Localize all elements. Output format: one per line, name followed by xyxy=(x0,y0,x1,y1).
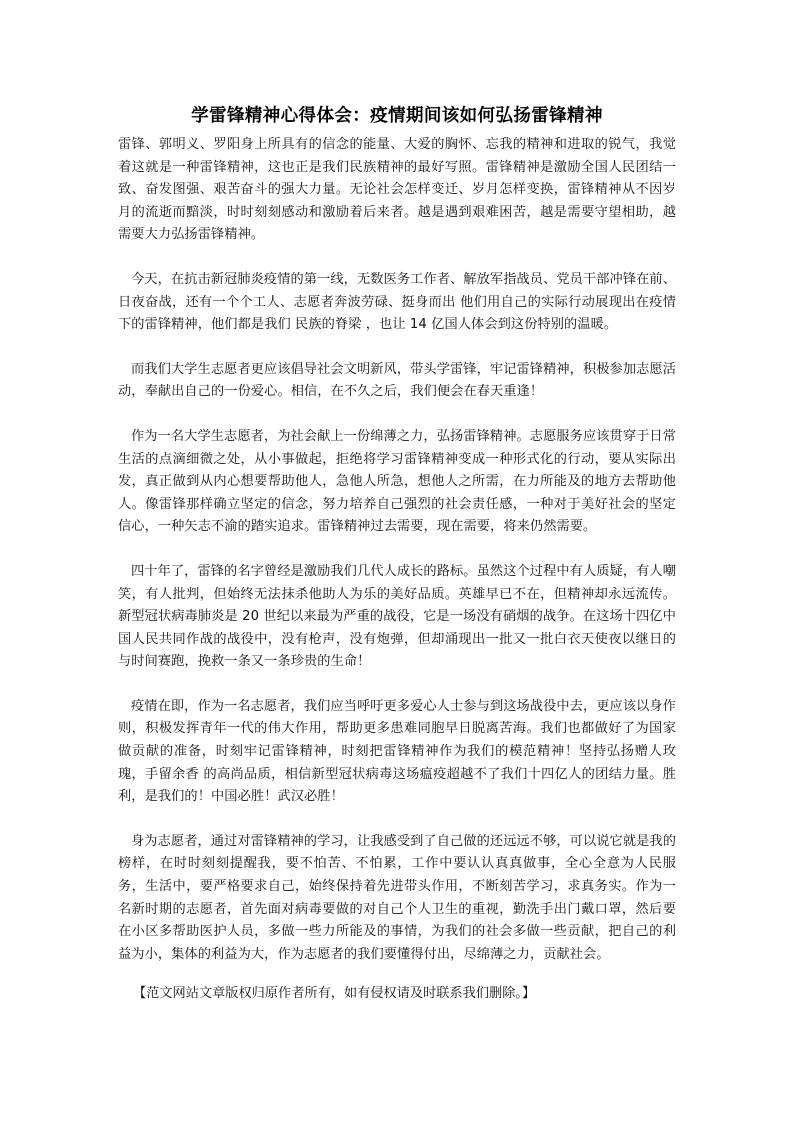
paragraph-3: 而我们大学生志愿者更应该倡导社会文明新风，带头学雷锋，牢记雷锋精神，积极参加志愿活动，奉献出自己的一份爱心。相信，在不久之后，我们便会在春天重逢！ xyxy=(118,361,676,400)
document-title: 学雷锋精神心得体会：疫情期间该如何弘扬雷锋精神 xyxy=(191,106,603,126)
paragraph-1: 雷锋、郭明义、罗阳身上所具有的信念的能量、大爱的胸怀、忘我的精神和进取的锐气，我觉着这就是一种雷锋精神，这也正是我们民族精神的最好写照。雷锋精神是激励全国人民团结一致、奋发图强、艰苦奋斗的强大力量。无论社会怎样变迁、岁月怎样变换，雷锋精神从不因岁月的流逝而黯淡，时时刻刻感动和激励着后来者。越是遇到艰难困苦，越是需要守望相助，越需要大力弘扬雷锋精神。 xyxy=(118,137,676,243)
paragraph-4: 作为一名大学生志愿者，为社会献上一份绵薄之力，弘扬雷锋精神。志愿服务应该贯穿于日常生活的点滴细微之处，从小事做起，拒绝将学习雷锋精神变成一种形式化的行动，要从实际出发，真正做到从内心想要帮助他人，急他人所急，想他人之所需，在力所能及的地方去帮助他人。像雷锋那样确立坚定的信念，努力培养自己强烈的社会责任感，一种对于美好社会的坚定信心，一种矢志不渝的踏实追求。雷锋精神过去需要，现在需要，将来仍然需要。 xyxy=(118,428,676,535)
paragraph-6: 疫情在即，作为一名志愿者，我们应当呼吁更多爱心人士参与到这场战役中去，更应该以身作则，积极发挥青年一代的伟大作用，帮助更多患难同胞早日脱离苦海。我们也都做好了为国家做贡献的准备，时刻牢记雷锋精神，时刻把雷锋精神作为我们的模范精神！坚持弘扬赠人玫瑰，手留余香 的高尚品质，相信新型冠状病毒这场瘟疫超越不了我们十四亿人的团结力量。胜利，是我们的！中国必胜！武汉必胜！ xyxy=(118,698,676,805)
paragraph-7: 身为志愿者，通过对雷锋精神的学习，让我感受到了自己做的还远远不够，可以说它就是我的榜样，在时时刻刻提醒我，要不怕苦、不怕累，工作中要认认真真做事，全心全意为人民服务，生活中，要严格要求自己，始终保持着先进带头作用，不断刻苦学习，求真务实。作为一名新时期的志愿者，首先面对病毒要做的对自己个人卫生的重视，勤洗手出门戴口罩，然后要在小区多帮助医护人员，多做一些力所能及的事情，为我们的社会多做一些贡献，把自己的利益为小，集体的利益为大，作为志愿者的我们要懂得付出，尽绵薄之力，贡献社会。 xyxy=(118,833,676,962)
paragraph-5: 四十年了，雷锋的名字曾经是激励我们几代人成长的路标。虽然这个过程中有人质疑，有人嘲笑，有人批判，但始终无法抹杀他助人为乐的美好品质。英雄早已不在，但精神却永远流传。新型冠状病毒肺炎是 20 世纪以来最为严重的战役，它是一场没有硝烟的战争。在这场十四亿中国人民共同作战的战役中，没有枪声，没有炮弹，但却涌现出一批又一批白衣天使夜以继日的与时间赛跑，挽救一条又一条珍贵的生命！ xyxy=(118,563,676,670)
paragraph-2: 今天，在抗击新冠肺炎疫情的第一线，无数医务工作者、解放军指战员、党员干部冲锋在前、日夜奋战，还有一个个工人、志愿者奔波劳碌、挺身而出 他们用自己的实际行动展现出在疫情下的雷锋精神，他们都是我们 民族的脊梁 ，也让 14 亿国人体会到这份特别的温暖。 xyxy=(118,271,676,333)
document-page xyxy=(118,104,676,1019)
copyright-notice: 【范文网站文章版权归原作者所有，如有侵权请及时联系我们删除。】 xyxy=(133,986,536,1002)
